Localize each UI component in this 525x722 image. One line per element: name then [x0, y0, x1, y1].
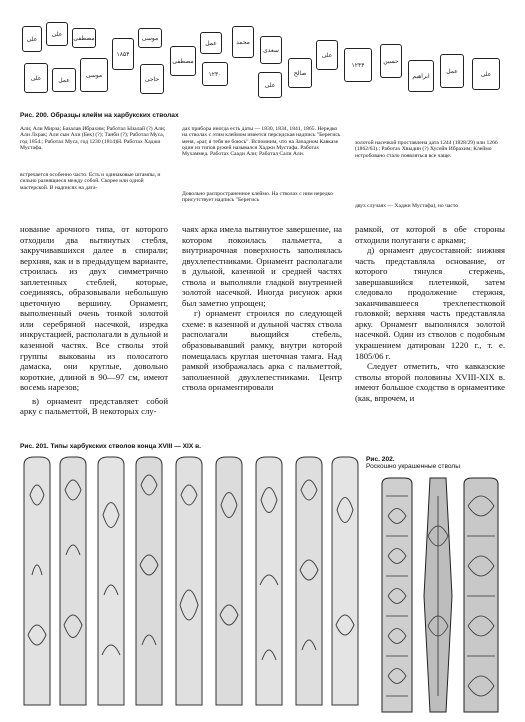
figure-201-barrels — [20, 455, 360, 710]
text-column-2 — [182, 224, 342, 393]
figure-200-legend-col2: дах прибора иногда есть даты — 1830, 1834, 1841, 1865. Нередко на стволах с этим клеймом имеется персидская надпись "Берегись меня, «раг, я тебя не боюсь". Вспомним, что на Западном Кавказе один из типов ружей назывался Хаджи Мустафа. Работах Мухаммед. Работах Саади Али; Работал Сали Али. — [182, 126, 341, 158]
stamp: علی — [316, 40, 338, 70]
figure-200-legend-col3b: двух случаях — Хаджи Мустафа), но часто — [355, 203, 459, 209]
paragraph: рамкой, от которой в обе стороны отходили полуганги с арками; — [355, 224, 505, 245]
barrel-6 — [216, 457, 242, 705]
stamp: ۱۲۴۴ — [344, 48, 372, 82]
barrel-9 — [332, 457, 358, 705]
stamp: علی — [472, 58, 500, 90]
stamp-row — [20, 18, 505, 108]
stamp: حاجی — [140, 64, 164, 94]
figure-200-caption — [20, 112, 500, 119]
ornate-barrel-2 — [424, 478, 452, 712]
stamp: صالح — [288, 58, 312, 88]
stamp: علی — [22, 26, 42, 52]
figure-200-legend-col1: Али; Али Мирза; Базалав Ибрахим; Работал Ызалай (?) Али; Али Лхрак; Али сын Али (Бек) (?); Танби (?); Работал Муса, год 1854.; Работал Муса, год 1230 (1814)Н. Работах Хаджи Мустафа. — [20, 126, 166, 151]
figure-202-barrels — [372, 476, 512, 716]
stamp: علی — [24, 63, 48, 93]
barrel-5 — [176, 457, 202, 705]
figure-201-caption — [20, 443, 350, 450]
paragraph: чаях арка имела вытянутое завершение, на котором покоилась пальметта, а внутриарочная поверхность заполнялась двухлепестниками. Орнамент располагали в дульной, казенной и средней частях ствола и выполняли гладкой внутренней золотой насечкой. Иногда рисунок арки был заметно упрощен; — [182, 224, 342, 308]
paragraph: г) орнамент строился по следующей схеме: в казенной и дульной частях ствола располагали вьющийся стебель, образовывавший рамку, внутри которой помещалась круглая шеточная тамга. Над рамкой изображалась арка с пальметтой, заполненной двухлепестниками. Центр ствола орнаментировали — [182, 308, 342, 393]
figure-202-caption — [366, 456, 516, 470]
figure-200-legend-col1b: встречается особенно часто. Есть и одинаковые штампы, и сильно разнящиеся между собой. Скорее или одной мастерской. В надписях на дата- — [20, 172, 161, 191]
barrel-1 — [24, 457, 50, 705]
figure-200-legend-col3: золотой насечкой проставлена дата 1244 (1828/29) или 1266 (1862/63).; Работах Хвыдин (?) Хусейн Ибрахим; Клеймо истробовано стало появляться все чаще. — [355, 140, 498, 159]
figure-202-title: Роскошно украшенные стволы — [366, 463, 460, 470]
stamp: مصطفی — [72, 28, 96, 48]
figure-200-number: Рис. 200. — [20, 112, 49, 119]
ornate-barrel-1 — [382, 478, 412, 712]
paragraph: Следует отметить, что кавказские стволы второй половины XVIII-XIX в. имеют большое сходство в орнаментике (как, впрочем, и — [355, 361, 505, 403]
stamp: ابراهیم — [408, 60, 434, 92]
barrel-2 — [60, 457, 86, 705]
paragraph: д) орнамент двусоставной: нижняя часть представляла основание, от которого тянулся стержень, завершавшийся плетенкой, затем следовало продолжение стержня, заканчивавшееся трехлепестковой головкой; верхняя часть представляла арку. Орнамент выполнялся золотой насечкой. Один из стволов с подобным украшением датирован 1220 г., т. е. 1805/06 г. — [355, 245, 505, 361]
figure-200-legend-col2b: Довольно распространенное клеймо. На стволах с ним нередко присутствует надпись "Берегись — [182, 191, 333, 204]
paragraph: в) орнамент представляет собой арку с пальметтой, В некоторых слу- — [20, 395, 168, 417]
stamp: حسین — [380, 44, 402, 78]
stamp: موسی — [138, 28, 162, 48]
stamp: محمد — [232, 26, 254, 58]
barrel-7 — [256, 457, 282, 705]
ornate-barrel-3 — [464, 478, 498, 712]
text-column-3 — [355, 224, 505, 403]
stamp: موسی — [80, 58, 108, 92]
stamp: ۱۸۵۴ — [112, 38, 134, 70]
figure-201-number: Рис. 201. — [20, 443, 49, 450]
stamp: مصطفی — [170, 46, 196, 76]
stamp: سعدی — [260, 36, 282, 64]
barrel-4 — [136, 457, 162, 705]
barrel-8 — [296, 457, 322, 705]
figure-202-number: Рис. 202. — [366, 456, 395, 463]
barrel-3 — [98, 457, 124, 705]
text-column-1 — [20, 224, 168, 417]
stamp: عمل — [440, 54, 464, 88]
figure-200-title: Образцы клейм на харбукских стволах — [50, 112, 179, 119]
stamp: ۱۲۳۰ — [202, 62, 228, 86]
stamp: عمل — [52, 68, 76, 92]
paragraph: нование арочного типа, от которого отходили два вытянутых стебля, закручивавшихся далее в спирали; верхняя, как и в предыдущем варианте, строилась из двух симметрично заплетенных стеблей, которые, соединяясь, образовывали небольшую цветочную вершину. Орнамент, выполненный очень тонкой золотой или серебряной насечкой, изредка инкрустацией, располагали в дульной и казенной частях. Все стволы этой группы выкованы из полосатого дамаска, они круглые, довольно короткие, длиной в 90—97 см, имеют восемь нарезов; — [20, 224, 168, 393]
stamp: عمل — [200, 32, 222, 54]
stamp: علی — [258, 72, 282, 98]
stamp: علی — [46, 22, 68, 46]
figure-201-title: Типы харбукских стволов конца XVIII — XIX в. — [50, 443, 201, 450]
